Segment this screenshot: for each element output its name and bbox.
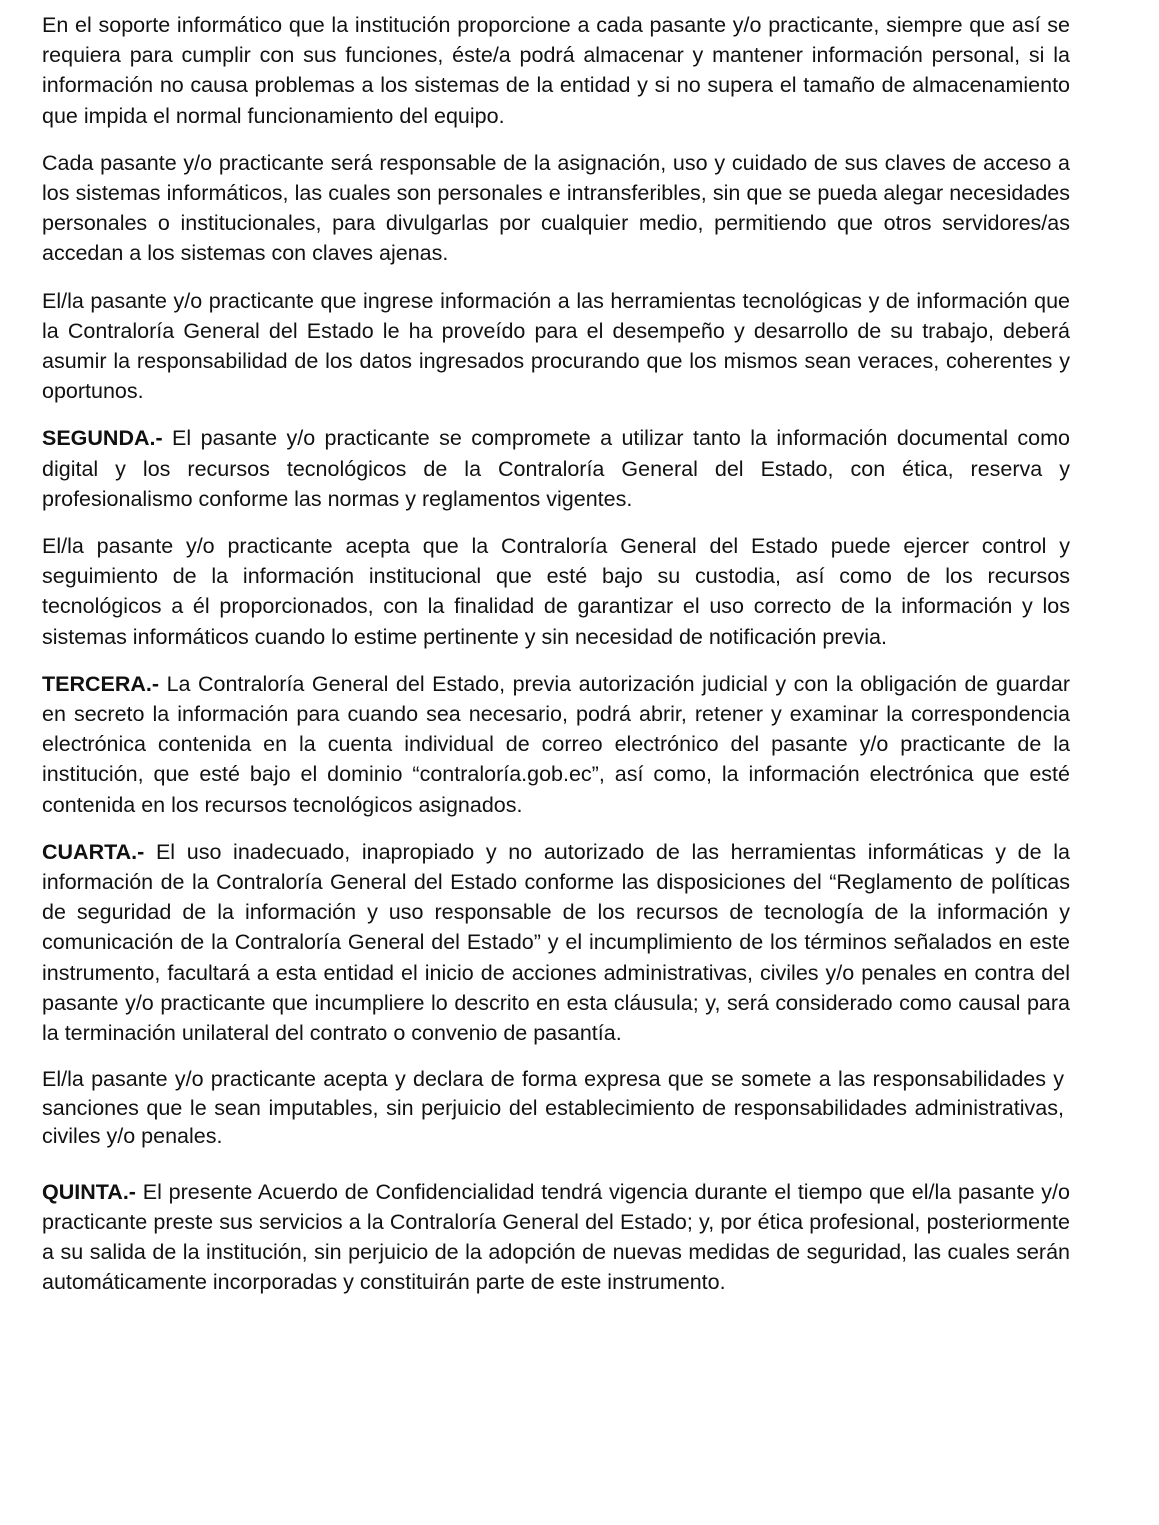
- clause-text: El pasante y/o practicante se compromete a utilizar tanto la información documental como digital y los recursos tecnológicos de la Contraloría General del Estado, con ética, reserva y profesionalismo conforme las normas y reglamentos vigentes.: [42, 426, 1070, 511]
- clause-text: El uso inadecuado, inapropiado y no autorizado de las herramientas informáticas y de la información de la Contraloría General del Estado conforme las disposiciones del “Reglamento de políticas de seguridad de la información y uso responsable de los recursos de tecnología de la información y comunicación de la Contraloría General del Estado” y el incumplimiento de los términos señalados en este instrumento, facultará a esta entidad el inicio de acciones administrativas, civiles y/o penales en contra del pasante y/o practicante que incumpliere lo descrito en esta cláusula; y, será considerado como causal para la terminación unilateral del contrato o convenio de pasantía.: [42, 839, 1070, 1046]
- paragraph-text: El/la pasante y/o practicante que ingrese información a las herramientas tecnológicas y de información que la Contraloría General del Estado le ha proveído para el desempeño y desarrollo de su trabajo, deberá asumir la responsabilidad de los datos ingresados procurando que los mismos sean veraces, coherentes y oportunos.: [42, 288, 1070, 404]
- clause-tercera: [42, 669, 1070, 820]
- clause-heading: QUINTA.-: [42, 1179, 136, 1204]
- paragraph-text: En el soporte informático que la institución proporcione a cada pasante y/o practicante, siempre que así se requiera para cumplir con sus funciones, éste/a podrá almacenar y mantener información personal, si la información no causa problemas a los sistemas de la entidad y si no supera el tamaño de almacenamiento que impida el normal funcionamiento del equipo.: [42, 13, 1070, 128]
- clause-segunda: [42, 423, 1070, 514]
- paragraph-control-seguimiento: [42, 531, 1070, 652]
- clause-quinta: [42, 1177, 1070, 1298]
- paragraph-soporte-informatico: [42, 10, 1070, 131]
- paragraph-claves-acceso: [42, 148, 1070, 269]
- clause-text: El presente Acuerdo de Confidencialidad tendrá vigencia durante el tiempo que el/la pasante y/o practicante preste sus servicios a la Contraloría General del Estado; y, por ética profesional, posteriormente a su salida de la institución, sin perjuicio de la adopción de nuevas medidas de seguridad, las cuales serán automáticamente incorporadas y constituirán parte de este instrumento.: [42, 1179, 1070, 1295]
- paragraph-text: El/la pasante y/o practicante acepta y declara de forma expresa que se somete a las responsabilidades y sanciones que le sean imputables, sin perjuicio del establecimiento de responsabilidades administrativas, civiles y/o penales.: [42, 1067, 1064, 1149]
- document-page: [42, 10, 1070, 1314]
- paragraph-text: Cada pasante y/o practicante será responsable de la asignación, uso y cuidado de sus claves de acceso a los sistemas informáticos, las cuales son personales e intransferibles, sin que se pueda alegar necesidades personales o institucionales, para divulgarlas por cualquier medio, permitiendo que otros servidores/as accedan a los sistemas con claves ajenas.: [42, 150, 1070, 266]
- clause-cuarta: [42, 837, 1070, 1048]
- clause-heading: CUARTA.-: [42, 839, 145, 864]
- paragraph-ingreso-informacion: [42, 286, 1070, 407]
- clause-text: La Contraloría General del Estado, previa autorización judicial y con la obligación de guardar en secreto la información para cuando sea necesario, podrá abrir, retener y examinar la correspondencia electrónica contenida en la cuenta individual de correo electrónico del pasante y/o practicante de la institución, que esté bajo el dominio “contraloría.gob.ec”, así como, la información electrónica que esté contenida en los recursos tecnológicos asignados.: [42, 671, 1070, 817]
- clause-heading: TERCERA.-: [42, 671, 160, 696]
- paragraph-acepta-declara: [42, 1065, 1064, 1150]
- clause-heading: SEGUNDA.-: [42, 426, 163, 451]
- paragraph-text: El/la pasante y/o practicante acepta que la Contraloría General del Estado puede ejercer control y seguimiento de la información institucional que esté bajo su custodia, así como de los recursos tecnológicos a él proporcionados, con la finalidad de garantizar el uso correcto de la información y los sistemas informáticos cuando lo estime pertinente y sin necesidad de notificación previa.: [42, 534, 1070, 649]
